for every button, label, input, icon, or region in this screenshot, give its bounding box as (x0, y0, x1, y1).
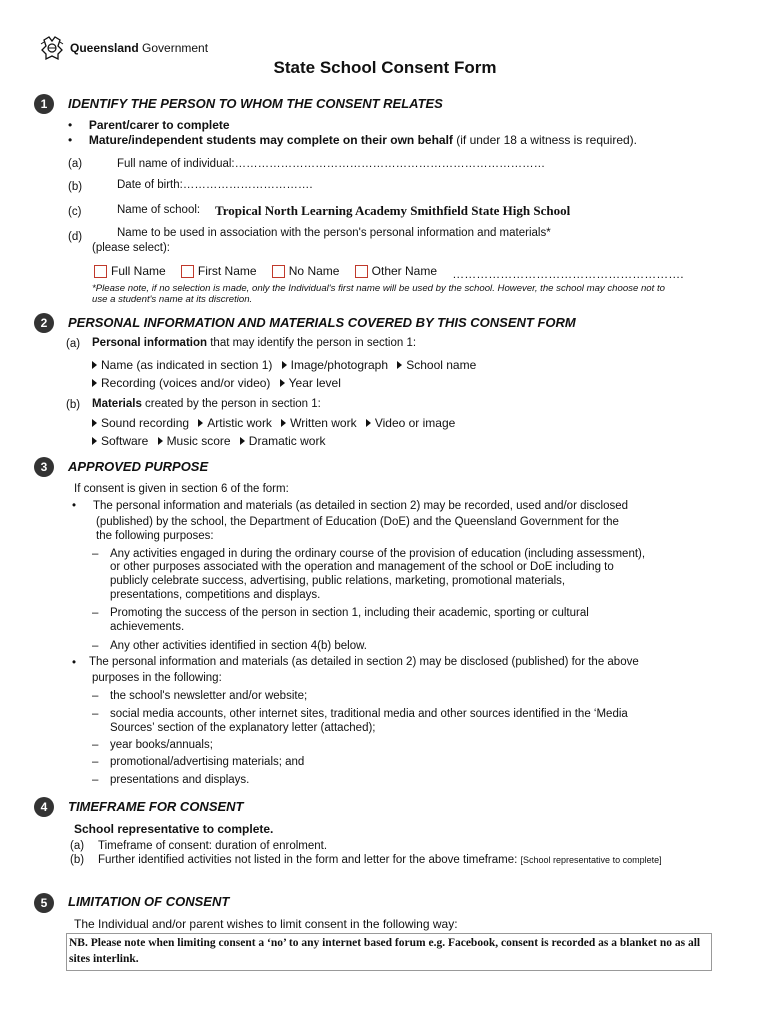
section-4-number: 4 (34, 797, 54, 817)
list-item: Sound recording (92, 416, 189, 430)
dash: – (92, 739, 99, 751)
s3-d2-l1: Promoting the success of the person in section 1, including their academic, sporting or cultural (110, 607, 589, 619)
s2-a-label: (a) (66, 338, 81, 350)
s3-e1: the school's newsletter and/or website; (110, 690, 308, 702)
s2-b-items-row2 (92, 434, 331, 448)
list-item: Recording (voices and/or video) (92, 376, 270, 390)
s1-b-label: (b) (68, 181, 83, 193)
list-item: Written work (281, 416, 356, 430)
s1-note-line1: *Please note, if no selection is made, only the Individual's first name will be used by the school. However, the school may choose not to (92, 283, 665, 294)
s1-note-line2: use a student's name at its discretion. (92, 294, 253, 305)
list-item: Year level (280, 376, 341, 390)
list-item: Video or image (366, 416, 456, 430)
triangle-bullet-icon (240, 437, 245, 445)
full-name-field[interactable]: Full name of individual:……………………………………………………………………… (117, 158, 546, 170)
school-name-value[interactable]: Tropical North Learning Academy Smithfield State High School (215, 203, 571, 218)
triangle-bullet-icon (282, 361, 287, 369)
triangle-bullet-icon (280, 379, 285, 387)
s2-b-items-row1 (92, 416, 461, 430)
s3-d1-l2: or other purposes associated with the operation and management of the school or DoE including to (110, 561, 614, 573)
section-1-title: IDENTIFY THE PERSON TO WHOM THE CONSENT RELATES (68, 96, 443, 111)
section-3-number: 3 (34, 457, 54, 477)
s3-p2-l2: purposes in the following: (92, 672, 222, 684)
s5-intro: The Individual and/or parent wishes to limit consent in the following way: (74, 917, 458, 931)
section-5-number: 5 (34, 893, 54, 913)
s4-b-label: (b) (70, 854, 85, 866)
triangle-bullet-icon (397, 361, 402, 369)
section-4-title: TIMEFRAME FOR CONSENT (68, 799, 244, 814)
list-item: School name (397, 358, 476, 372)
dash: – (92, 708, 99, 720)
s3-p2-l1: The personal information and materials (as detailed in section 2) may be disclosed (published) for the above (89, 656, 639, 668)
option-full-name[interactable]: Full Name (94, 264, 166, 278)
triangle-bullet-icon (281, 419, 286, 427)
s1-d-label: (d) (68, 231, 83, 243)
s2-b-text: Materials created by the person in section 1: (92, 398, 321, 410)
page-title: State School Consent Form (273, 58, 497, 77)
s3-d2-l2: achievements. (110, 621, 185, 633)
s3-intro: If consent is given in section 6 of the form: (74, 483, 289, 495)
limitation-consent-box[interactable]: NB. Please note when limiting consent a ‘no’ to any internet based forum e.g. Facebook, consent is recorded as a blanket no as all sites interlink. (66, 933, 712, 971)
dash: – (92, 548, 99, 560)
s2-a-items-row1 (92, 358, 482, 372)
s2-a-text: Personal information that may identify the person in section 1: (92, 337, 417, 349)
checkbox[interactable] (181, 265, 194, 278)
option-other-name[interactable]: Other Name (355, 264, 437, 278)
s1-a-label: (a) (68, 158, 83, 170)
option-first-name[interactable]: First Name (181, 264, 257, 278)
s3-d3: Any other activities identified in section 4(b) below. (110, 640, 367, 652)
s1-d-text2: (please select): (92, 242, 170, 254)
section-3-title: APPROVED PURPOSE (68, 459, 209, 474)
s3-e4: promotional/advertising materials; and (110, 756, 305, 768)
s3-e5: presentations and displays. (110, 774, 250, 786)
list-item: Music score (158, 434, 231, 448)
s3-p1-l3: the following purposes: (96, 530, 214, 542)
s3-bullet-2: • (72, 657, 77, 669)
dash: – (92, 640, 99, 652)
s1-bullet-1: • Parent/carer to complete (68, 118, 230, 132)
s3-e2-l1: social media accounts, other internet sites, traditional media and other sources identified in the ‘Media (110, 708, 628, 720)
s4-a-text: Timeframe of consent: duration of enrolment. (98, 840, 328, 852)
list-item: Artistic work (198, 416, 272, 430)
triangle-bullet-icon (366, 419, 371, 427)
section-5-title: LIMITATION OF CONSENT (68, 894, 230, 909)
s3-e2-l2: Sources’ section of the explanatory letter (attached); (110, 722, 376, 734)
section-2-number: 2 (34, 313, 54, 333)
s2-b-label: (b) (66, 399, 81, 411)
section-1-number: 1 (34, 94, 54, 114)
s1-bullet-2: • Mature/independent students may complete on their own behalf (if under 18 a witness is required). (68, 133, 638, 147)
dash: – (92, 690, 99, 702)
other-name-field[interactable]: …………………………………………………. (452, 266, 684, 281)
dash: – (92, 607, 99, 619)
checkbox[interactable] (355, 265, 368, 278)
s1-d-text: Name to be used in association with the person's personal information and materials* (117, 227, 551, 239)
s3-d1-l3: publicly celebrate success, advertising, public relations, marketing, promotional materials, (110, 575, 566, 587)
s3-d1-l1: Any activities engaged in during the ordinary course of the provision of education (including assessment), (110, 548, 646, 560)
triangle-bullet-icon (92, 379, 97, 387)
dash: – (92, 774, 99, 786)
triangle-bullet-icon (92, 419, 97, 427)
list-item: Name (as indicated in section 1) (92, 358, 272, 372)
s3-e3: year books/annuals; (110, 739, 213, 751)
s1-c-label: (c) (68, 206, 82, 218)
section-2-title: PERSONAL INFORMATION AND MATERIALS COVERED BY THIS CONSENT FORM (68, 315, 576, 330)
date-of-birth-field[interactable]: Date of birth:……………………………. (117, 179, 313, 191)
school-name-label: Name of school: (117, 204, 201, 216)
s3-p1-l2: (published) by the school, the Department of Education (DoE) and the Queensland Government for the (96, 516, 619, 528)
org-name: Queensland Government (70, 41, 209, 55)
triangle-bullet-icon (92, 437, 97, 445)
list-item: Software (92, 434, 148, 448)
s4-b-text: Further identified activities not listed in the form and letter for the above timeframe: [School representative to complete] (98, 854, 662, 866)
s3-p1-l1: The personal information and materials (as detailed in section 2) may be recorded, used and/or disclosed (93, 500, 629, 512)
s3-bullet-1: • (72, 500, 77, 512)
dash: – (92, 756, 99, 768)
name-options (94, 264, 696, 281)
option-no-name[interactable]: No Name (272, 264, 340, 278)
school-rep-field[interactable]: [School representative to complete] (520, 855, 662, 865)
s4-a-label: (a) (70, 840, 85, 852)
list-item: Dramatic work (240, 434, 326, 448)
triangle-bullet-icon (92, 361, 97, 369)
s3-d1-l4: presentations, competitions and displays. (110, 589, 321, 601)
triangle-bullet-icon (198, 419, 203, 427)
checkbox[interactable] (272, 265, 285, 278)
triangle-bullet-icon (158, 437, 163, 445)
s2-a-items-row2 (92, 376, 347, 390)
checkbox[interactable] (94, 265, 107, 278)
list-item: Image/photograph (282, 358, 388, 372)
s4-sub: School representative to complete. (74, 822, 274, 836)
